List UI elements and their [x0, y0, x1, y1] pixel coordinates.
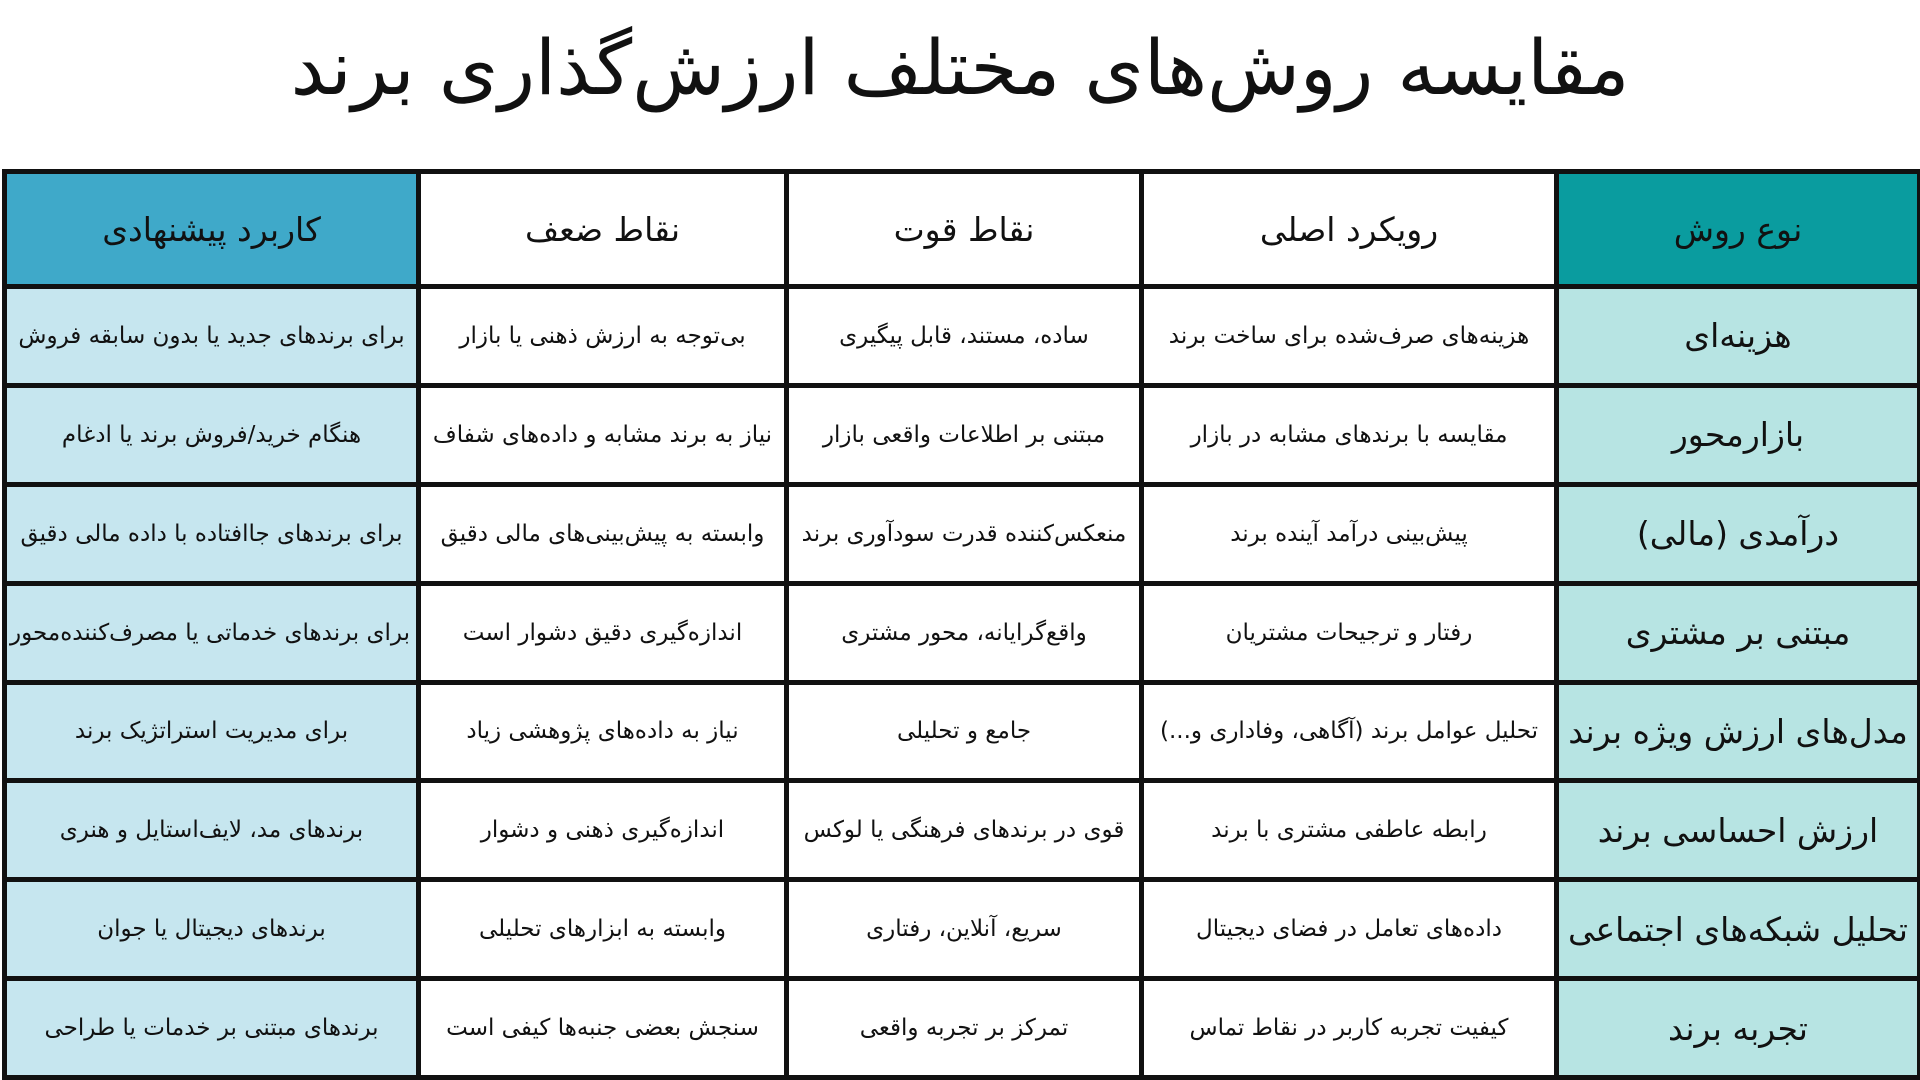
weaknesses-cell: بی‌توجه به ارزش ذهنی یا بازار: [419, 287, 787, 386]
strengths-cell: سریع، آنلاین، رفتاری: [787, 880, 1142, 979]
approach-cell: تحلیل عوامل برند (آگاهی، وفاداری و...): [1142, 682, 1557, 781]
usage-cell: برای برندهای جاافتاده با داده مالی دقیق: [5, 484, 419, 583]
approach-cell: هزینه‌های صرف‌شده برای ساخت برند: [1142, 287, 1557, 386]
method-cell: بازارمحور: [1557, 385, 1920, 484]
table-header-row: [5, 172, 1920, 287]
method-cell: مبتنی بر مشتری: [1557, 583, 1920, 682]
header-weaknesses: نقاط ضعف: [419, 172, 787, 287]
weaknesses-cell: نیاز به برند مشابه و داده‌های شفاف: [419, 385, 787, 484]
header-suggested-usage: کاربرد پیشنهادی: [5, 172, 419, 287]
usage-cell: برای مدیریت استراتژیک برند: [5, 682, 419, 781]
usage-cell: برندهای مد، لایف‌استایل و هنری: [5, 781, 419, 880]
strengths-cell: ساده، مستند، قابل پیگیری: [787, 287, 1142, 386]
page-title: مقایسه روش‌های مختلف ارزش‌گذاری برند: [290, 23, 1630, 112]
comparison-table: [2, 169, 1920, 1080]
strengths-cell: قوی در برندهای فرهنگی یا لوکس: [787, 781, 1142, 880]
strengths-cell: تمرکز بر تجربه واقعی: [787, 979, 1142, 1078]
method-cell: ارزش احساسی برند: [1557, 781, 1920, 880]
table-row: [5, 583, 1920, 682]
weaknesses-cell: سنجش بعضی جنبه‌ها کیفی است: [419, 979, 787, 1078]
weaknesses-cell: وابسته به پیش‌بینی‌های مالی دقیق: [419, 484, 787, 583]
strengths-cell: مبتنی بر اطلاعات واقعی بازار: [787, 385, 1142, 484]
usage-cell: هنگام خرید/فروش برند یا ادغام: [5, 385, 419, 484]
header-strengths: نقاط قوت: [787, 172, 1142, 287]
weaknesses-cell: وابسته به ابزارهای تحلیلی: [419, 880, 787, 979]
method-cell: هزینه‌ای: [1557, 287, 1920, 386]
weaknesses-cell: اندازه‌گیری دقیق دشوار است: [419, 583, 787, 682]
usage-cell: برندهای دیجیتال یا جوان: [5, 880, 419, 979]
approach-cell: رابطه عاطفی مشتری با برند: [1142, 781, 1557, 880]
table-row: [5, 979, 1920, 1078]
strengths-cell: منعکس‌کننده قدرت سودآوری برند: [787, 484, 1142, 583]
weaknesses-cell: نیاز به داده‌های پژوهشی زیاد: [419, 682, 787, 781]
strengths-cell: واقع‌گرایانه، محور مشتری: [787, 583, 1142, 682]
usage-cell: برای برندهای خدماتی یا مصرف‌کننده‌محور: [5, 583, 419, 682]
approach-cell: پیش‌بینی درآمد آینده برند: [1142, 484, 1557, 583]
approach-cell: داده‌های تعامل در فضای دیجیتال: [1142, 880, 1557, 979]
method-cell: درآمدی (مالی): [1557, 484, 1920, 583]
table-row: [5, 385, 1920, 484]
approach-cell: مقایسه با برندهای مشابه در بازار: [1142, 385, 1557, 484]
method-cell: تجربه برند: [1557, 979, 1920, 1078]
table-row: [5, 880, 1920, 979]
weaknesses-cell: اندازه‌گیری ذهنی و دشوار: [419, 781, 787, 880]
header-method-type: نوع روش: [1557, 172, 1920, 287]
usage-cell: برندهای مبتنی بر خدمات یا طراحی: [5, 979, 419, 1078]
approach-cell: کیفیت تجربه کاربر در نقاط تماس: [1142, 979, 1557, 1078]
method-cell: تحلیل شبکه‌های اجتماعی: [1557, 880, 1920, 979]
header-main-approach: رویکرد اصلی: [1142, 172, 1557, 287]
table-row: [5, 287, 1920, 386]
table-row: [5, 484, 1920, 583]
usage-cell: برای برندهای جدید یا بدون سابقه فروش: [5, 287, 419, 386]
method-cell: مدل‌های ارزش ویژه برند: [1557, 682, 1920, 781]
strengths-cell: جامع و تحلیلی: [787, 682, 1142, 781]
approach-cell: رفتار و ترجیحات مشتریان: [1142, 583, 1557, 682]
table-row: [5, 781, 1920, 880]
table-row: [5, 682, 1920, 781]
